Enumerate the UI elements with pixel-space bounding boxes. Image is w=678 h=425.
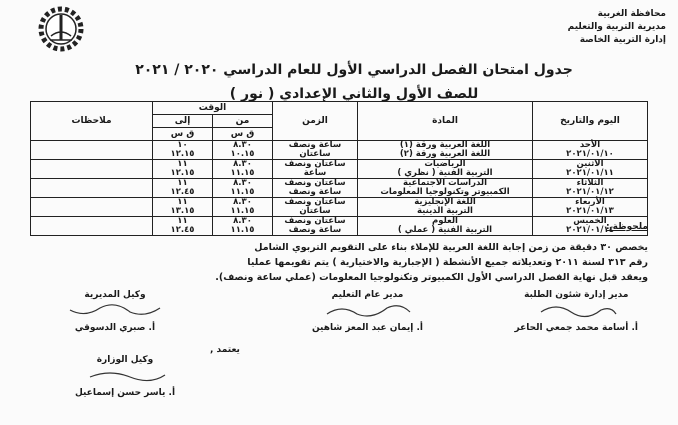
signature-title: مدير عام التعليم <box>331 290 404 300</box>
signature-block-education-director <box>312 290 423 333</box>
row-from: ٨.٣٠ <box>233 197 252 207</box>
table-row <box>31 198 648 217</box>
row-notes <box>31 179 153 198</box>
row-duration: ساعة ونصف <box>288 225 342 235</box>
header-from-unit: ق س <box>213 128 273 141</box>
row-day: الثلاثاء <box>576 178 604 188</box>
signature-block-ministry <box>70 355 180 398</box>
row-to: ١١ <box>177 197 188 207</box>
header-day-date: اليوم والتاريخ <box>533 102 648 141</box>
row-to: ١٢.٤٥ <box>170 187 195 197</box>
approval-label: يعتمد , <box>210 345 240 355</box>
signature-name: أ. إيمان عبد المعز شاهين <box>311 323 423 333</box>
governorate-label: محافظة الغربية <box>597 9 666 19</box>
row-notes <box>31 217 153 236</box>
row-date: ٢٠٢١/٠١/١١ <box>566 168 614 178</box>
row-day: الأحد <box>579 140 601 150</box>
table-row <box>31 141 648 160</box>
row-from: ٨.٣٠ <box>233 178 252 188</box>
row-date: ٢٠٢١/٠١/١٢ <box>566 187 614 197</box>
row-to: ١١ <box>177 216 188 226</box>
row-subject: التربية الفنية ( عملي ) <box>397 225 493 235</box>
row-duration: ساعة ونصف <box>288 187 342 197</box>
row-subject: التربية الدينية <box>417 206 473 216</box>
signature-name: أ. ياسر حسن إسماعيل <box>74 388 176 398</box>
header-from: من <box>213 115 273 128</box>
handwritten-signature-icon <box>60 300 170 320</box>
notes-body <box>20 240 648 285</box>
row-to: ١٣.١٥ <box>170 206 195 216</box>
table-row <box>31 160 648 179</box>
row-duration: ساعتان ونصف <box>284 216 346 226</box>
table-row <box>31 179 648 198</box>
signature-block-student-affairs <box>515 290 638 333</box>
row-duration: ساعتان ونصف <box>284 197 346 207</box>
signature-title: مدير إدارة شئون الطلبة <box>524 290 629 300</box>
row-to: ١٠ <box>177 140 188 150</box>
row-duration: ساعتان <box>299 206 331 216</box>
row-day: الاثنين <box>576 159 604 169</box>
row-date: ٢٠٢١/٠١/١٤ <box>566 225 614 235</box>
signature-name: أ. أسامة محمد جمعي الحاعر <box>514 323 638 333</box>
notes-label: ملحوظة : <box>605 222 648 232</box>
document-title: جدول امتحان الفصل الدراسي الأول للعام الدراسي ٢٠٢٠ / ٢٠٢١ <box>135 62 573 78</box>
row-to: ١١ <box>177 159 188 169</box>
header-notes: ملاحظات <box>31 102 153 141</box>
handwritten-signature-icon <box>521 300 631 320</box>
ministry-gear-logo-icon <box>38 6 84 52</box>
row-subject: العلوم <box>432 216 458 226</box>
row-from: ١٠.١٥ <box>230 149 255 159</box>
row-to: ١١ <box>177 178 188 188</box>
directorate-label: مديرية التربية والتعليم <box>567 22 666 32</box>
header-duration: الزمن <box>273 102 358 141</box>
row-notes <box>31 160 153 179</box>
row-duration: ساعة ونصف <box>288 140 342 150</box>
row-date: ٢٠٢١/٠١/١٠ <box>566 149 614 159</box>
row-duration: ساعة <box>303 168 327 178</box>
row-notes <box>31 141 153 160</box>
row-day: الأربعاء <box>575 197 605 207</box>
row-day: الخميس <box>573 216 607 226</box>
row-date: ٢٠٢١/٠١/١٣ <box>566 206 614 216</box>
table-row <box>31 217 648 236</box>
row-from: ٨.٣٠ <box>233 159 252 169</box>
row-from: ١١.١٥ <box>230 168 255 178</box>
handwritten-signature-icon <box>70 365 180 385</box>
row-duration: ساعتان ونصف <box>284 178 346 188</box>
row-from: ٨.٣٠ <box>233 216 252 226</box>
department-label: إدارة التربية الخاصة <box>579 35 666 45</box>
handwritten-signature-icon <box>312 300 422 320</box>
row-from: ١١.١٥ <box>230 206 255 216</box>
signature-title: وكيل المديرية <box>84 290 146 300</box>
header-to-unit: ق س <box>153 128 213 141</box>
signature-title: وكيل الوزارة <box>96 355 154 365</box>
row-from: ٨.٣٠ <box>233 140 252 150</box>
note-line: يخصص ٣٠ دقيقة من زمن إجابة اللغة العربية للإملاء بناء على التقويم التربوي الشامل <box>254 242 648 253</box>
row-from: ١١.١٥ <box>230 225 255 235</box>
row-subject: الرياضيات <box>424 159 466 169</box>
row-subject: اللغة الإنجليزية <box>414 197 476 207</box>
row-to: ١٢.١٥ <box>170 168 195 178</box>
note-line: رقم ٣١٣ لسنة ٢٠١١ وتعديلاته جميع الأنشطة ( الإجبارية والاختيارية ) يتم تقويمها عمليا <box>247 257 648 268</box>
exam-schedule-table <box>30 101 648 236</box>
document-subtitle: للصف الأول والثاني الإعدادي ( نور ) <box>229 86 479 102</box>
signature-name: أ. صبري الدسوقي <box>74 323 156 333</box>
header-to: إلى <box>153 115 213 128</box>
header-time: الوقت <box>153 102 273 115</box>
row-duration: ساعتان <box>299 149 331 159</box>
row-notes <box>31 198 153 217</box>
row-duration: ساعتان ونصف <box>284 159 346 169</box>
row-subject: الدراسات الاجتماعية <box>402 178 488 188</box>
header-subject: المادة <box>358 102 533 141</box>
organization-header <box>568 8 666 47</box>
note-line: ويعقد قبل نهاية الفصل الدراسي الأول الكمبيوتر وتكنولوجيا المعلومات (عملي ساعة ونصف). <box>215 272 648 283</box>
row-to: ١٢.٤٥ <box>170 225 195 235</box>
row-subject: اللغة العربية ورقة (١) <box>399 140 491 150</box>
row-to: ١٢.١٥ <box>170 149 195 159</box>
signature-block-deputy <box>60 290 170 333</box>
row-subject: التربية الفنية ( نظري ) <box>397 168 493 178</box>
row-subject: اللغة العربية ورقة (٢) <box>399 149 491 159</box>
row-from: ١١.١٥ <box>230 187 255 197</box>
row-subject: الكمبيوتر وتكنولوجيا المعلومات <box>380 187 510 197</box>
